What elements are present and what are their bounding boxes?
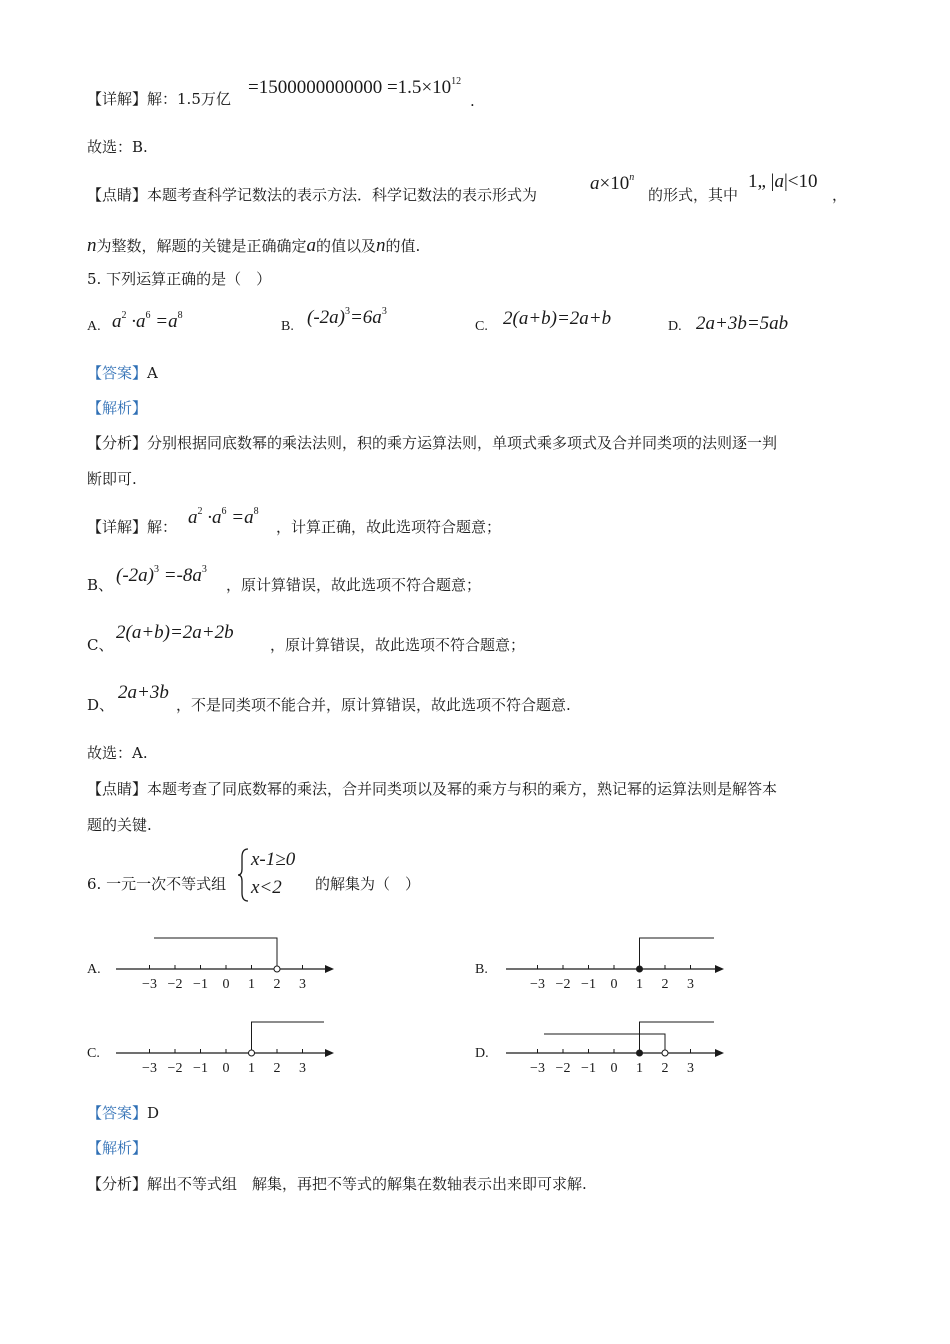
fenxi-text: 分别根据同底数幂的乘法法则，积的乘方运算法则，单项式乘多项式及合并同类项的法则逐一判: [147, 434, 778, 452]
q5-answer: [87, 366, 158, 381]
number-line-b: [500, 928, 730, 990]
q6-stem-post: 的解集为（ ）: [315, 875, 421, 893]
f: 3: [201, 564, 207, 575]
f: 3: [153, 564, 159, 575]
text: 的值以及: [316, 237, 377, 255]
tick-label: −3: [142, 977, 157, 990]
tick-label: 2: [273, 1061, 281, 1074]
var-a: a: [306, 235, 317, 256]
q5-choice: 故选：A.: [87, 744, 148, 762]
detail-lead: 解：: [147, 518, 178, 536]
f: (-2a): [307, 307, 345, 328]
detail-line: [87, 92, 231, 107]
text: 为整数，解题的关键是正确确定: [96, 237, 307, 255]
f: 8: [177, 310, 183, 321]
period: .: [470, 92, 475, 110]
axis-arrow-icon: [715, 1049, 724, 1057]
q5-point-line-2: 题的关键.: [87, 816, 152, 834]
q5-detail-tag: [87, 520, 177, 535]
open-point: [249, 1050, 255, 1056]
q5-detail-d-label: D、: [87, 696, 115, 714]
tick-label: 1: [636, 1061, 643, 1074]
answer-tag: 【答案】: [87, 364, 148, 382]
f: 6: [145, 310, 151, 321]
point-line-1: [87, 188, 537, 203]
answer-tag: 【答案】: [87, 1104, 148, 1122]
q5-fenxi-line-2: 断即可.: [87, 470, 137, 488]
q5-detail-d-tail: ，不是同类项不能合并，原计算错误，故此选项不符合题意.: [176, 696, 571, 714]
var-n: n: [87, 235, 97, 256]
ten-base: 10: [432, 77, 452, 98]
q6-answer: [87, 1106, 159, 1121]
q6-option-a-label: A.: [87, 962, 101, 977]
var-a: a: [590, 173, 600, 194]
q5-option-d-formula: 2a+3b=5ab: [696, 313, 789, 334]
equation-part: =1500000000000: [248, 77, 383, 98]
tick-label: −1: [581, 977, 596, 990]
f: =a: [155, 311, 178, 332]
q6-option-c-label: C.: [87, 1046, 100, 1061]
tick-label: 2: [273, 977, 281, 990]
q5-option-c-label: C.: [475, 319, 488, 334]
q5-detail-b-tail: ，原计算错误，故此选项不符合题意；: [226, 576, 482, 594]
tick-label: −2: [167, 1061, 183, 1074]
tick-label: −3: [530, 977, 545, 990]
number-line-a: [110, 928, 340, 990]
times-ten: ×10: [599, 173, 630, 194]
q6-system-line-2: x<2: [251, 877, 282, 898]
point-tag: 【点睛】: [87, 780, 148, 798]
q5-point-line-1: [87, 782, 777, 797]
tick-label: 3: [299, 1061, 306, 1074]
tick-label: 0: [610, 977, 618, 990]
detail-tag: 【详解】: [87, 90, 148, 108]
q6-stem-pre: 6. 一元一次不等式组: [87, 875, 227, 893]
q6-system-line-1: x-1≥0: [251, 849, 296, 870]
closed-point: [637, 1050, 643, 1056]
equation-part: =1.5: [386, 77, 422, 98]
fenxi-tag: 【分析】: [87, 434, 148, 452]
q5-option-a-formula: [112, 312, 183, 331]
tick-label: 0: [222, 1061, 230, 1074]
choice-line: 故选：B.: [87, 138, 148, 156]
q5-stem: 5. 下列运算正确的是（ ）: [87, 270, 272, 288]
number-line-c: [110, 1012, 340, 1074]
point-tag: 【点睛】: [87, 186, 148, 204]
answer-value: D: [147, 1104, 160, 1122]
q5-detail-c-tail: ，原计算错误，故此选项不符合题意；: [270, 636, 526, 654]
q6-option-b-label: B.: [475, 962, 488, 977]
solution-ray: [640, 1022, 715, 1053]
cond-part: „ |: [757, 171, 775, 192]
open-point: [662, 1050, 668, 1056]
point-line-2: [87, 236, 420, 255]
point-text-2: 的形式，其中: [648, 186, 739, 204]
tick-label: −2: [555, 977, 571, 990]
tick-label: −1: [581, 1061, 596, 1074]
tick-label: −1: [193, 977, 208, 990]
f: 8: [253, 506, 259, 517]
tick-label: −2: [555, 1061, 571, 1074]
condition-formula: [748, 172, 818, 191]
number-line-d: [500, 1012, 730, 1074]
times-symbol: ×: [421, 77, 433, 98]
tick-label: 0: [222, 977, 230, 990]
solution-ray: [252, 1022, 325, 1053]
q5-analysis-tag: 【解析】: [87, 399, 148, 417]
f: 6: [221, 506, 227, 517]
fenxi-tag: 【分析】: [87, 1175, 148, 1193]
solution-ray: [544, 1034, 665, 1053]
f: a: [112, 311, 122, 332]
f: =6a: [349, 307, 382, 328]
q6-option-d-label: D.: [475, 1046, 489, 1061]
f: ·a: [131, 311, 146, 332]
tick-label: 3: [687, 977, 694, 990]
comma: ，: [832, 186, 848, 204]
tick-label: −2: [167, 977, 183, 990]
q6-fenxi: [87, 1177, 587, 1192]
q5-detail-c-formula: 2(a+b)=2a+2b: [116, 622, 234, 643]
tick-label: −3: [142, 1061, 157, 1074]
f: 3: [381, 306, 387, 317]
point-text: 本题考查了同底数幂的乘法，合并同类项以及幂的乘方与积的乘方，熟记幂的运算法则是解答本: [147, 780, 778, 798]
axis-arrow-icon: [715, 965, 724, 973]
f: 3: [344, 306, 350, 317]
f: a: [188, 507, 198, 528]
text: 的值.: [385, 237, 421, 255]
f: =a: [231, 507, 254, 528]
q5-detail-a-formula: [188, 508, 259, 527]
exponent: 12: [451, 76, 462, 87]
q5-detail-b-formula: [116, 566, 207, 585]
q5-detail-a-tail: ，计算正确，故此选项符合题意；: [276, 518, 502, 536]
f: 2: [197, 506, 203, 517]
tick-label: 3: [299, 977, 306, 990]
cond-var: a: [774, 171, 784, 192]
brace-icon: [236, 847, 250, 903]
axis-arrow-icon: [325, 965, 334, 973]
tick-label: 0: [610, 1061, 618, 1074]
solution-ray: [640, 938, 715, 969]
q5-detail-b-label: B、: [87, 576, 114, 594]
answer-value: A: [147, 364, 158, 382]
tick-label: 1: [248, 977, 255, 990]
closed-point: [637, 966, 643, 972]
tick-label: 1: [248, 1061, 255, 1074]
tick-label: 1: [636, 977, 643, 990]
f: ·a: [207, 507, 222, 528]
tick-label: 2: [661, 1061, 669, 1074]
open-point: [274, 966, 280, 972]
q5-option-c-formula: 2(a+b)=2a+b: [503, 308, 612, 329]
f: (-2a): [116, 565, 154, 586]
q5-detail-d-formula: 2a+3b: [118, 682, 169, 703]
fenxi-text: 解出不等式组 解集，再把不等式的解集在数轴表示出来即可求解.: [147, 1175, 587, 1193]
tick-label: −1: [193, 1061, 208, 1074]
cond-part: |<10: [784, 171, 818, 192]
tick-label: −3: [530, 1061, 545, 1074]
q5-option-b-formula: [307, 308, 387, 327]
detail-lead: 解：1.5万亿: [147, 90, 231, 108]
axis-arrow-icon: [325, 1049, 334, 1057]
sci-formula: [590, 174, 634, 193]
detail-equation: [248, 78, 461, 97]
f: 2: [121, 310, 127, 321]
var-n: n: [629, 172, 635, 183]
f: =-8a: [163, 565, 202, 586]
q5-fenxi-line-1: [87, 436, 777, 451]
q5-option-b-label: B.: [281, 319, 294, 334]
q6-analysis-tag: 【解析】: [87, 1139, 148, 1157]
q5-detail-c-label: C、: [87, 636, 114, 654]
cond-part: 1: [748, 171, 758, 192]
tick-label: 3: [687, 1061, 694, 1074]
solution-ray: [154, 938, 277, 969]
var-n: n: [376, 235, 386, 256]
detail-tag: 【详解】: [87, 518, 148, 536]
point-text: 本题考查科学记数法的表示方法．科学记数法的表示形式为: [147, 186, 538, 204]
q5-option-a-label: A.: [87, 319, 101, 334]
tick-label: 2: [661, 977, 669, 990]
q5-option-d-label: D.: [668, 319, 682, 334]
